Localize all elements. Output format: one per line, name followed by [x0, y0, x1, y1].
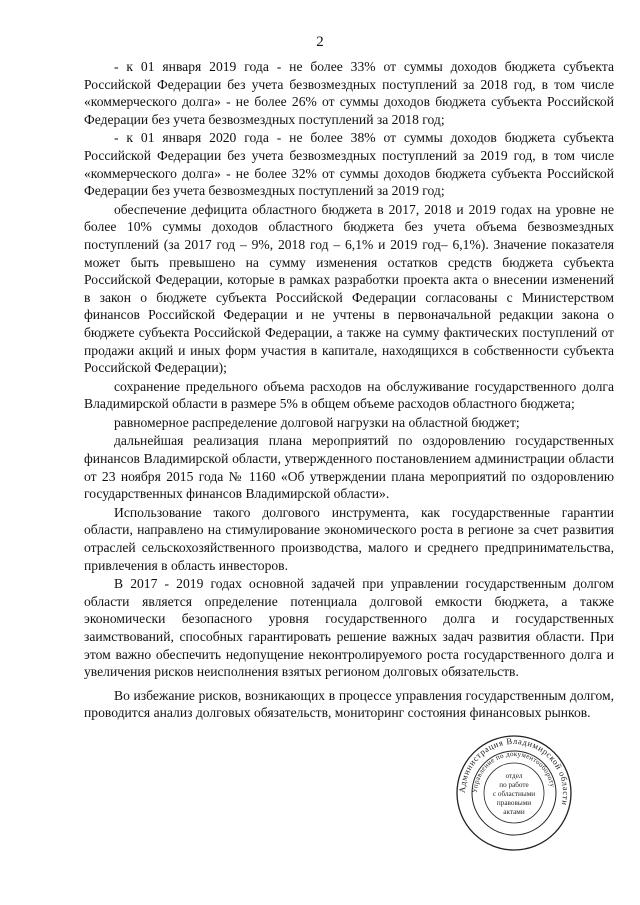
paragraph: В 2017 - 2019 годах основной задачей при управлении государственным долгом области является определение потенциала долговой емкости бюджета, а также экономически безопасного уровня государственного долга и государственных заимствований, способных гарантировать решение важных задач развития области. При этом важно обеспечить недопущение неконтролируемого роста государственного долга и увеличения рисков неисполнения взятых регионом долговых обязательств.	[84, 576, 614, 680]
paragraph: - к 01 января 2019 года - не более 33% от суммы доходов бюджета субъекта Российской Федерации без учета безвозмездных поступлений за 2018 год, в том числе «коммерческого долга» - не более 26% от суммы доходов бюджета субъекта Российской Федерации без учета безвозмездных поступлений за 2018 год;	[84, 59, 614, 127]
paragraph: равномерное распределение долговой нагрузки на областной бюджет;	[114, 414, 520, 430]
stamp-seal-icon	[455, 734, 573, 852]
paragraph: Использование такого долгового инструмента, как государственные гарантии области, направлено на стимулирование экономического роста в регионе за счет развития отраслей сельскохозяйственного производства, малого и среднего предпринимательства, привлечения в область инвесторов.	[84, 504, 614, 573]
paragraph: сохранение предельного объема расходов на обслуживание государственного долга Владимирской области в размере 5% в общем объеме расходов областного бюджета;	[84, 378, 614, 412]
page-number: 2	[316, 34, 324, 50]
stamp-inner-text: Управление по документообороту	[470, 749, 557, 794]
stamp-center-line: правовыми	[496, 799, 532, 807]
stamp-center-line: по работе	[499, 781, 529, 789]
paragraph: Во избежание рисков, возникающих в процессе управления государственным долгом, проводится анализ долговых обязательств, мониторинг состояния финансовых рынков.	[84, 687, 614, 721]
stamp-center-line: с областными	[492, 790, 536, 798]
paragraph: - к 01 января 2020 года - не более 38% от суммы доходов бюджета субъекта Российской Федерации без учета безвозмездных поступлений за 2019 год, в том числе «коммерческого долга» - не более 32% от суммы доходов бюджета субъекта Российской Федерации без учета безвозмездных поступлений за 2019 год;	[84, 130, 614, 199]
paragraph: дальнейшая реализация плана мероприятий по оздоровлению государственных финансов Владимирской области, утвержденного постановлением администрации области от 23 ноября 2015 года № 1160 «Об утверждении плана мероприятий по оздоровлению государственных финансов Владимирской области».	[84, 433, 614, 502]
paragraph: обеспечение дефицита областного бюджета в 2017, 2018 и 2019 годах на уровне не более 10% суммы доходов областного бюджета без учета объема безвозмездных поступлений (за 2017 год – 9%, 2018 год – 6,1% и 2019 год– 6,1%). Значение показателя может быть превышено на сумму изменения остатков средств бюджета субъекта Российской Федерации, которые в рамках разработки проекта акта о внесении изменений в закон о бюджете субъекта Российской Федерации согласованы с Министерством финансов Российской Федерации и не учтены в первоначальной редакции закона о бюджете субъекта Российской Федерации, а также на сумму фактических поступлений от продажи акций и иных форм участия в капитале, находящихся в собственности субъекта Российской Федерации);	[84, 201, 614, 376]
stamp-center-line: отдел	[505, 772, 523, 780]
stamp-center-line: актами	[503, 808, 525, 816]
document-body	[84, 58, 614, 723]
stamp-outer-text: Администрация Владимирской области	[456, 735, 572, 807]
office-stamp	[455, 734, 573, 852]
